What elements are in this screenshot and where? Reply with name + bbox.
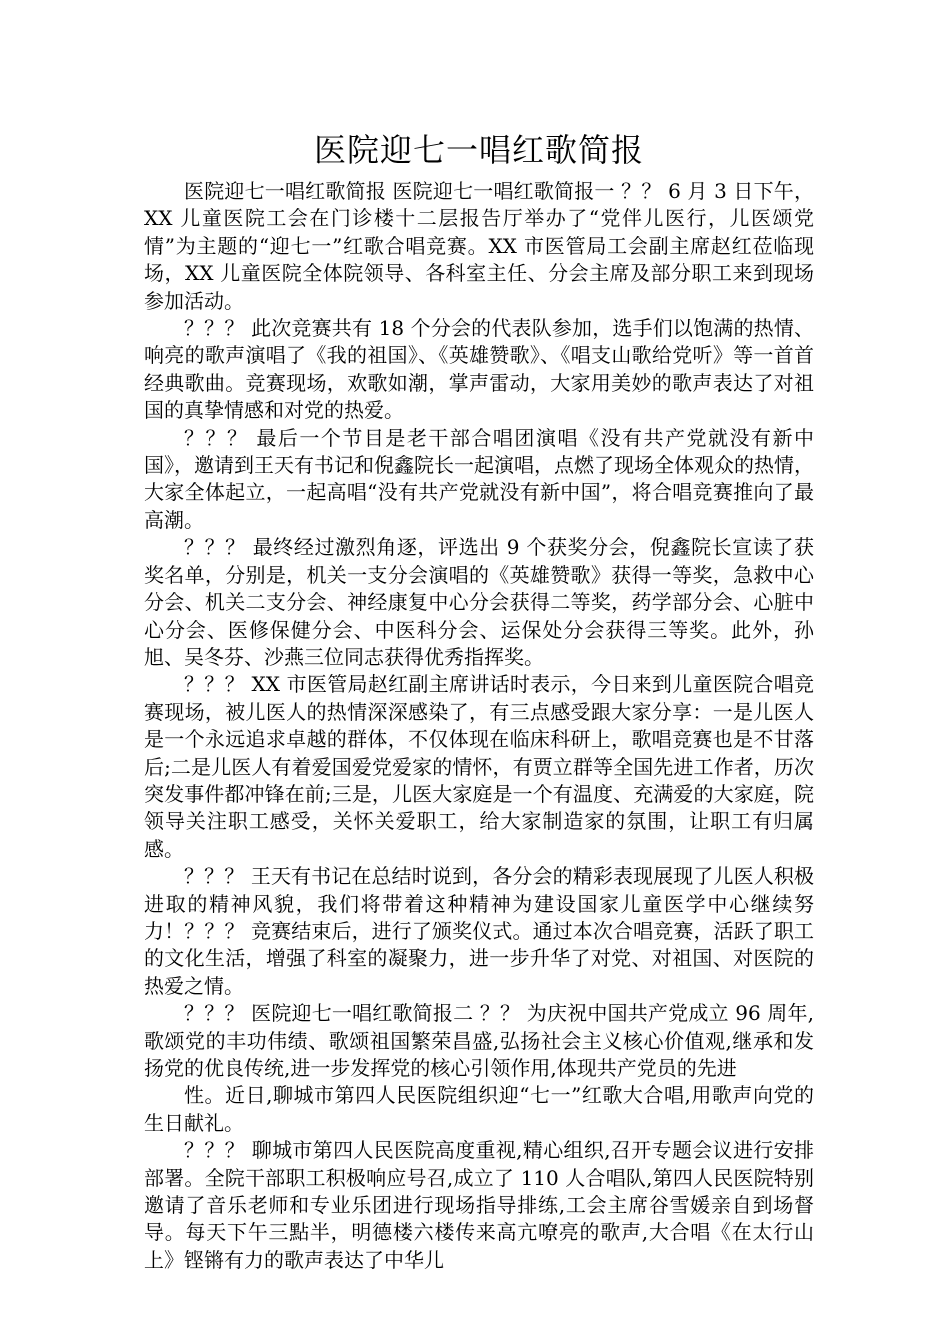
paragraph-1: 医院迎七一唱红歌简报 医院迎七一唱红歌简报一 ？？ 6 月 3 日下午，XX 儿童医院工会在门诊楼十二层报告厅举办了“党伴儿医行，儿医颂党情”为主题的“迎七一”红歌合唱竞赛。XX 市医管局工会副主席赵红莅临现场，XX 儿童医院全体院领导、各科室主任、分会主席及部分职工来到现场参加活动。	[144, 179, 814, 313]
paragraph-4: ？？？ 最终经过激烈角逐，评选出 9 个获奖分会，倪鑫院长宣读了获奖名单，分别是，机关一支分会演唱的《英雄赞歌》获得一等奖，急救中心分会、机关二支分会、神经康复中心分会获得二等奖，药学部分会、心脏中心分会、医修保健分会、中医科分会、运保处分会获得三等奖。此外，孙旭、吴冬芬、沙燕三位同志获得优秀指挥奖。	[144, 535, 814, 669]
paragraph-3: ？？？ 最后一个节目是老干部合唱团演唱《没有共产党就没有新中国》，邀请到王天有书记和倪鑫院长一起演唱，点燃了现场全体观众的热情，大家全体起立，一起高唱“没有共产党就没有新中国”，将合唱竞赛推向了最高潮。	[144, 425, 814, 532]
paragraph-6: ？？？ 王天有书记在总结时说到，各分会的精彩表现展现了儿医人积极进取的精神风貌，我们将带着这种精神为建设国家儿童医学中心继续努力！？？？ 竞赛结束后，进行了颁奖仪式。通过本次合唱竞赛，活跃了职工的文化生活，增强了科室的凝聚力，进一步升华了对党、对祖国、对医院的热爱之情。	[144, 864, 814, 998]
paragraph-9: ？？？ 聊城市第四人民医院高度重视,精心组织,召开专题会议进行安排部署。全院干部职工积极响应号召,成立了 110 人合唱队,第四人民医院特别邀请了音乐老师和专业乐团进行现场指导排练,工会主席谷雪媛亲自到场督导。每天下午三點半，明德楼六楼传来高亢嘹亮的歌声,大合唱《在太行山上》铿锵有力的歌声表达了中华儿	[144, 1138, 814, 1272]
document-title: 医院迎七一唱红歌简报	[313, 131, 644, 169]
paragraph-2: ？？？ 此次竞赛共有 18 个分会的代表队参加，选手们以饱满的热情、响亮的歌声演唱了《我的祖国》、《英雄赞歌》、《唱支山歌给党听》等一首首经典歌曲。竞赛现场，欢歌如潮，掌声雷动，大家用美妙的歌声表达了对祖国的真挚情感和对党的热爱。	[144, 316, 814, 423]
paragraph-8: 性。近日,聊城市第四人民医院组织迎“七一”红歌大合唱,用歌声向党的生日献礼。	[144, 1083, 814, 1135]
paragraph-7: ？？？ 医院迎七一唱红歌简报二 ？？ 为庆祝中国共产党成立 96 周年,歌颂党的丰功伟绩、歌颂祖国繁荣昌盛,弘扬社会主义核心价值观,继承和发扬党的优良传统,进一步发挥党的核心引领作用,体现共产党员的先进	[144, 1001, 814, 1080]
paragraph-5: ？？？ XX 市医管局赵红副主席讲话时表示，今日来到儿童医院合唱竞赛现场，被儿医人的热情深深感染了，有三点感受跟大家分享：一是儿医人是一个永远追求卓越的群体，不仅体现在临床科研上，歌唱竞赛也是不甘落后;二是儿医人有着爱国爱党爱家的情怀，有贾立群等全国先进工作者，历次突发事件都冲锋在前;三是，儿医大家庭是一个有温度、充满爱的大家庭，院领导关注职工感受，关怀关爱职工，给大家制造家的氛围，让职工有归属感。	[144, 672, 814, 861]
